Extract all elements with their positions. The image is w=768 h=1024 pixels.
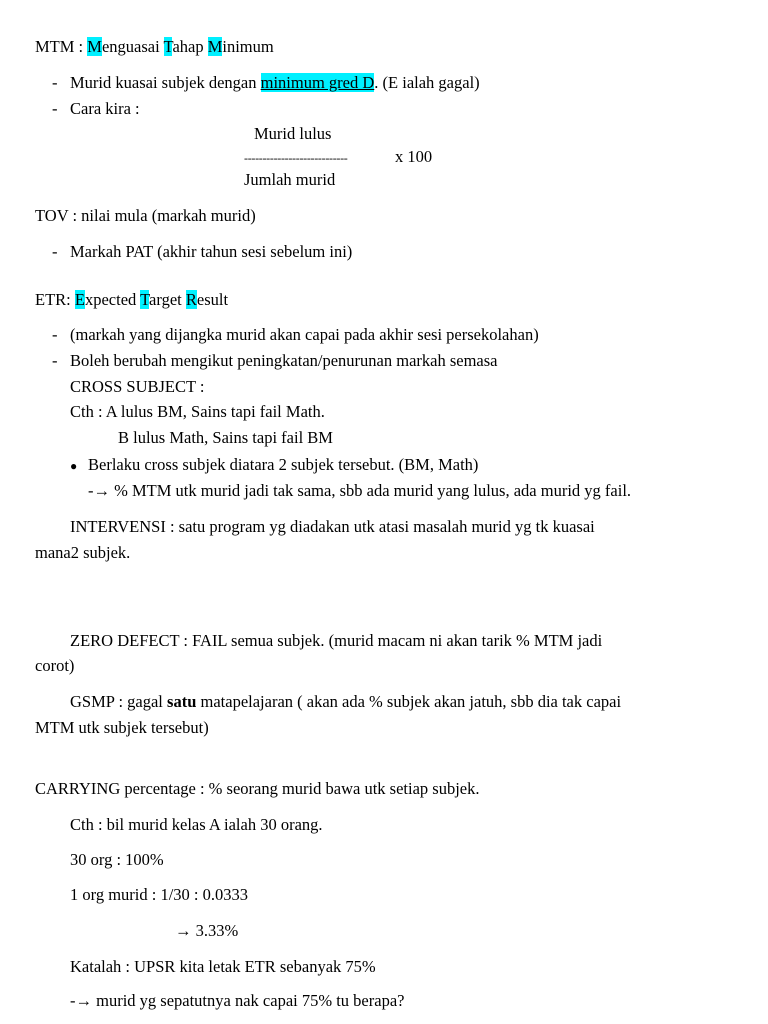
carrying-example: Cth : bil murid kelas A ialah 30 orang. — [70, 815, 323, 834]
gsmp-bold-word: satu — [167, 692, 197, 711]
cross-subject-arrow-line: -→ % MTM utk murid jadi tak sama, sbb ada murid yang lulus, ada murid yg fail. — [88, 481, 632, 500]
mtm-bullet-1-text: Murid kuasai subjek dengan — [70, 73, 261, 92]
list-dash: - — [52, 351, 58, 370]
carrying-katalah: Katalah : UPSR kita letak ETR sebanyak 75% — [70, 957, 376, 976]
mtm-bullet-1 — [70, 73, 480, 93]
formula-fraction-line: ---------------------------- — [244, 151, 348, 165]
zero-defect-line-1: ZERO DEFECT : FAIL semua subjek. (murid macam ni akan tarik % MTM jadi — [70, 631, 603, 650]
carrying-1-org: 1 org murid : 1/30 : 0.0333 — [70, 885, 248, 904]
mtm-highlight-m: M — [87, 37, 102, 56]
mtm-prefix: MTM : — [35, 37, 88, 56]
tov-heading: TOV : nilai mula (markah murid) — [35, 206, 256, 225]
etr-prefix: ETR: — [35, 290, 75, 309]
carrying-30-org: 30 org : 100% — [70, 850, 164, 869]
list-dash: - — [52, 99, 58, 118]
mtm-highlight-t: T — [163, 37, 173, 56]
carrying-arrow-result: → 3.33% — [175, 921, 239, 940]
etr-highlight-t: T — [140, 290, 150, 309]
list-dash: - — [52, 325, 58, 344]
gsmp-line-1 — [70, 692, 621, 712]
list-dash: - — [52, 242, 58, 261]
etr-word2-rest: arget — [149, 290, 186, 309]
cross-subject-example-b: B lulus Math, Sains tapi fail BM — [118, 428, 333, 447]
intervensi-line-2: mana2 subjek. — [35, 543, 131, 562]
gsmp-rest: matapelajaran ( akan ada % subjek akan jatuh, sbb dia tak capai — [196, 692, 622, 711]
dot-bullet-icon: ● — [70, 459, 78, 473]
cross-subject-note: Berlaku cross subjek diatara 2 subjek tersebut. (BM, Math) — [88, 455, 479, 474]
carrying-heading: CARRYING percentage : % seorang murid bawa utk setiap subjek. — [35, 779, 480, 798]
tov-bullet-1: Markah PAT (akhir tahun sesi sebelum ini) — [70, 242, 353, 261]
mtm-heading — [35, 37, 274, 57]
cross-subject-example-a: Cth : A lulus BM, Sains tapi fail Math. — [70, 402, 325, 421]
mtm-word2-rest: ahap — [172, 37, 208, 56]
gsmp-prefix: GSMP : gagal — [70, 692, 168, 711]
formula-multiplier: x 100 — [395, 147, 433, 166]
etr-bullet-1: (markah yang dijangka murid akan capai pada akhir sesi persekolahan) — [70, 325, 539, 344]
etr-bullet-2: Boleh berubah mengikut peningkatan/penurunan markah semasa — [70, 351, 498, 370]
formula-numerator: Murid lulus — [254, 124, 332, 143]
list-dash: - — [52, 73, 58, 92]
etr-word1-rest: xpected — [84, 290, 141, 309]
mtm-word3-rest: inimum — [222, 37, 274, 56]
intervensi-line-1: INTERVENSI : satu program yg diadakan utk atasi masalah murid yg tk kuasai — [70, 517, 595, 536]
mtm-bullet-1-post: . (E ialah gagal) — [374, 73, 480, 92]
mtm-highlight-m2: M — [207, 37, 223, 56]
mtm-bullet-2: Cara kira : — [70, 99, 140, 118]
carrying-question: -→ murid yg sepatutnya nak capai 75% tu berapa? — [70, 991, 405, 1010]
minimum-gred-highlight: minimum gred D — [260, 73, 375, 92]
etr-heading — [35, 290, 228, 310]
mtm-word1-rest: enguasai — [101, 37, 164, 56]
formula-denominator: Jumlah murid — [244, 170, 336, 189]
zero-defect-line-2: corot) — [35, 656, 75, 675]
etr-word3-rest: esult — [196, 290, 229, 309]
cross-subject-label: CROSS SUBJECT : — [70, 377, 205, 396]
etr-highlight-r: R — [185, 290, 197, 309]
etr-highlight-e: E — [74, 290, 85, 309]
gsmp-line-2: MTM utk subjek tersebut) — [35, 718, 209, 737]
